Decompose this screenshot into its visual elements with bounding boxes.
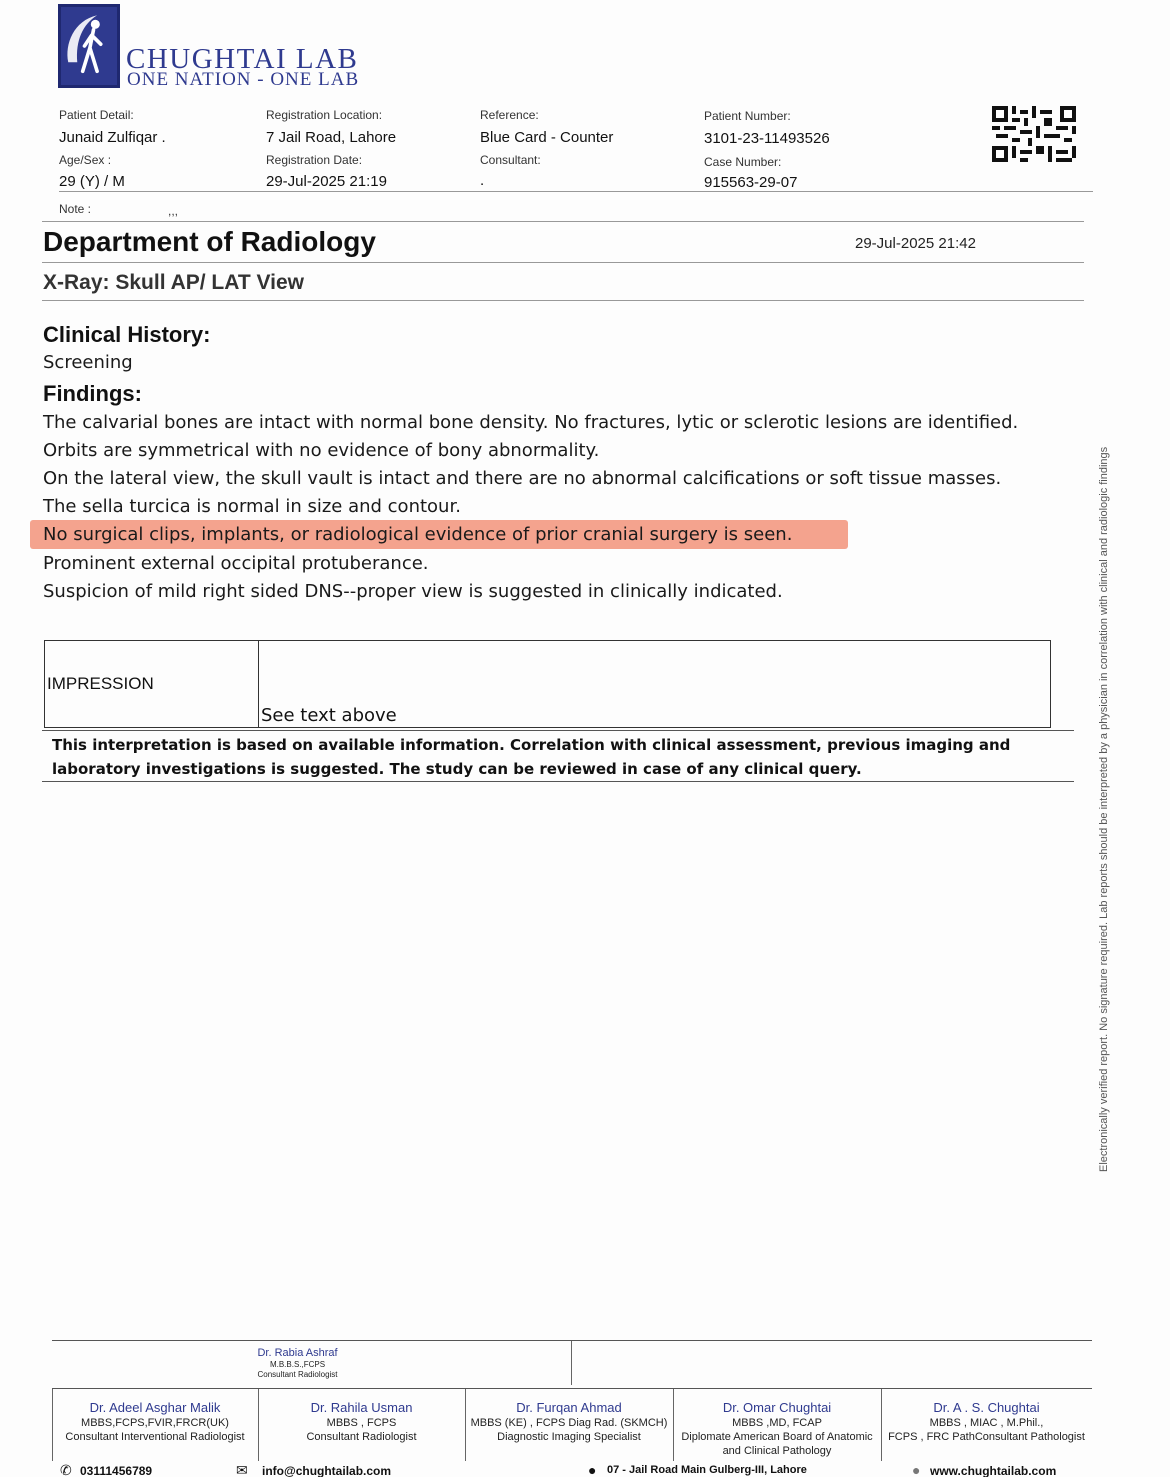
patient-number-value: 3101-23-11493526 [704,130,830,147]
divider [42,262,1084,263]
reg-date-value: 29-Jul-2025 21:19 [266,173,387,190]
reference-value: Blue Card - Counter [480,129,614,146]
walking-figure-icon [61,7,117,85]
signature-divider [571,1341,572,1385]
clinical-history-heading: Clinical History: [43,322,211,347]
disclaimer-line: laboratory investigations is suggested. The study can be reviewed in case of any clinical query. [52,760,862,778]
footer-address: 07 - Jail Road Main Gulberg-III, Lahore [607,1464,807,1476]
footer-phone[interactable]: 03111456789 [80,1464,153,1477]
lab-logo [58,4,120,88]
signatory-name: Dr. Rabia Ashraf [257,1347,338,1359]
finding-line: The calvarial bones are intact with normal bone density. No fractures, lytic or sclerotic lesions are identified. [43,412,1019,433]
signatory-degrees: MBBS (KE) , FCPS Diag Rad. (SKMCH) [470,1417,668,1429]
location-pin-icon: ● [588,1462,597,1477]
reg-date-label: Registration Date: [266,153,363,167]
reg-location-value: 7 Jail Road, Lahore [266,129,397,146]
patient-number-label: Patient Number: [704,109,791,123]
impression-text: See text above [261,705,397,726]
impression-label: IMPRESSION [47,674,154,693]
signatory-name: Dr. Adeel Asghar Malik [89,1400,221,1415]
report-datetime: 29-Jul-2025 21:42 [855,235,976,252]
finding-line: The sella turcica is normal in size and contour. [43,496,461,517]
divider [42,300,1084,301]
patient-name: Junaid Zulfiqar . [59,129,166,146]
signatory-degrees: M.B.B.S.,FCPS [269,1360,326,1369]
divider [42,730,1074,731]
signatory-title: and Clinical Pathology [722,1445,832,1457]
impression-table [44,640,1051,728]
reference-label: Reference: [480,108,539,122]
case-number-label: Case Number: [704,155,782,169]
divider [59,191,1093,192]
consultant-label: Consultant: [480,153,541,167]
signatory-name: Dr. Omar Chughtai [722,1400,832,1415]
signatory-title: Consultant Interventional Radiologist [65,1431,245,1443]
signatory-title: Diplomate American Board of Anatomic [681,1431,873,1443]
signatory-title: Consultant Radiologist [257,1370,338,1379]
signature-mid-line [52,1388,1092,1389]
finding-line: Orbits are symmetrical with no evidence of bony abnormality. [43,440,600,461]
verification-note: Electronically verified report. No signature required. Lab reports should be interpreted by a physician in correlation with clinical and radiologic findings [1098,446,1110,1172]
finding-line: On the lateral view, the skull vault is intact and there are no abnormal calcifications or soft tissue masses. [43,468,1002,489]
consultant-value: . [480,172,485,189]
department-title: Department of Radiology [43,226,376,257]
finding-line: Suspicion of mild right sided DNS--proper view is suggested in clinically indicated. [43,581,783,602]
qr-code-icon [992,106,1076,162]
signatory-title: Diagnostic Imaging Specialist [497,1431,641,1443]
finding-line-highlighted: No surgical clips, implants, or radiological evidence of prior cranial surgery is seen. [43,524,793,545]
signatory-name: Dr. Rahila Usman [310,1400,413,1415]
signatory-title: Consultant Radiologist [306,1431,417,1443]
divider [42,781,1074,782]
email-icon: ✉ [236,1462,248,1477]
case-number-value: 915563-29-07 [704,174,798,191]
findings-heading: Findings: [43,381,142,406]
age-sex-value: 29 (Y) / M [59,173,125,190]
finding-line: Prominent external occipital protuberance. [43,553,429,574]
signatory-degrees: MBBS,FCPS,FVIR,FRCR(UK) [81,1417,229,1429]
globe-icon: ● [912,1462,921,1477]
phone-icon: ✆ [60,1462,72,1477]
signatory-name: Dr. Furqan Ahmad [516,1400,622,1415]
exam-title: X-Ray: Skull AP/ LAT View [43,271,305,294]
divider [42,221,1084,222]
footer-email[interactable]: info@chughtailab.com [262,1464,392,1477]
note-value: ,,, [168,204,179,218]
age-sex-label: Age/Sex : [59,153,112,167]
disclaimer-line: This interpretation is based on available information. Correlation with clinical assessment, previous imaging and [52,736,1011,754]
lab-tagline: ONE NATION - ONE LAB [127,69,360,90]
signatory-degrees: MBBS ,MD, FCAP [732,1417,822,1429]
signatory-degrees: MBBS , MIAC , M.Phil., [929,1417,1044,1429]
clinical-history-text: Screening [43,352,133,373]
footer-website[interactable]: www.chughtailab.com [930,1464,1057,1477]
signatory-degrees: MBBS , FCPS [326,1417,397,1429]
reg-location-label: Registration Location: [266,108,383,122]
note-label: Note : [59,202,92,216]
patient-detail-label: Patient Detail: [59,108,134,122]
signatory-name: Dr. A . S. Chughtai [933,1400,1040,1415]
signature-top-line [52,1340,1092,1341]
impression-divider [258,640,259,728]
signatory-title: FCPS , FRC PathConsultant Pathologist [888,1431,1085,1443]
lab-name: CHUGHTAI LAB [126,43,359,75]
